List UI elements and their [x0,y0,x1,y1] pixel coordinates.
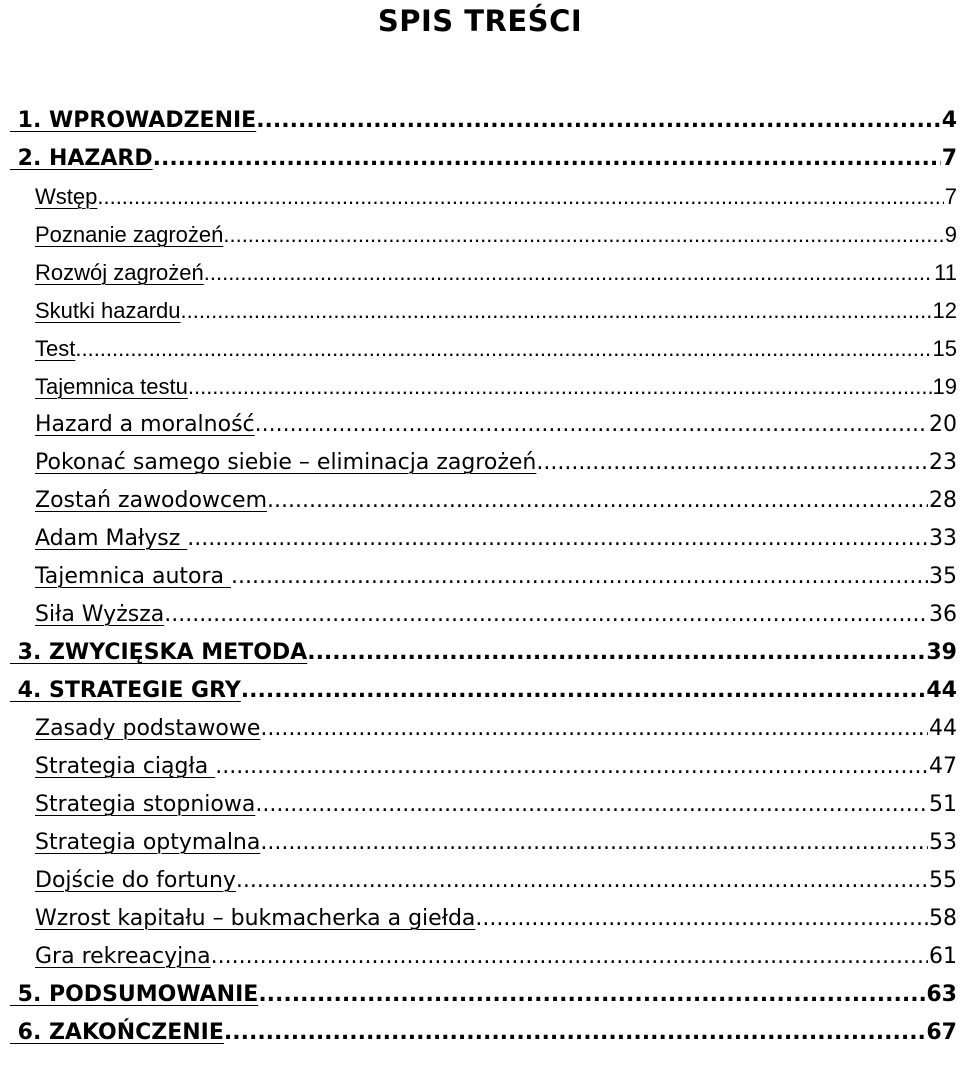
toc-entry-label[interactable]: Strategia optymalna [35,830,261,855]
toc-dot-leader [187,525,928,555]
toc-page-number: 55 [929,868,957,893]
toc-entry-label[interactable]: 5. PODSUMOWANIE [10,982,259,1007]
toc-entry-label[interactable]: 2. HAZARD [10,146,153,171]
toc-page-number: 20 [929,412,957,437]
toc-dot-leader [267,487,928,517]
toc-dot-leader [224,1019,925,1049]
toc-dot-leader [204,259,933,289]
toc-dot-leader [188,373,932,403]
toc-entry-tajemnica-autora[interactable] [35,555,957,593]
toc-page-number: 44 [929,716,957,741]
toc-dot-leader [258,981,925,1011]
toc-page-number: 19 [932,374,957,399]
toc-page-number: 7 [941,146,957,171]
toc-dot-leader [255,411,928,441]
toc-page-number: 47 [929,754,957,779]
toc-dot-leader [223,221,943,251]
toc-entry-label[interactable]: Wzrost kapitału – bukmacherka a giełda [35,906,476,931]
toc-dot-leader [164,601,928,631]
toc-dot-leader [260,829,928,859]
toc-page-number: 44 [926,678,957,703]
toc-dot-leader [255,791,928,821]
toc-entry-label[interactable]: Strategia stopniowa [35,792,256,817]
toc-dot-leader [181,297,932,327]
toc-entry-zakonczenie[interactable] [10,1011,957,1049]
toc-page-number: 67 [926,1020,957,1045]
toc-dot-leader [97,183,943,213]
toc-page-number: 36 [929,602,957,627]
toc-entry-wprowadzenie[interactable] [10,99,957,137]
toc-page-number: 28 [929,488,957,513]
toc-entry-label[interactable]: Gra rekreacyjna [35,944,211,969]
toc-dot-leader [260,715,928,745]
toc-dot-leader [231,563,928,593]
toc-entry-hazard[interactable] [10,137,957,175]
toc-page-number: 9 [944,222,957,247]
toc-page-number: 39 [926,640,957,665]
toc-entry-zwycieska-metoda[interactable] [10,631,957,669]
toc-entry-gra-rekreacyjna[interactable] [35,935,957,973]
toc-entry-label[interactable]: 3. ZWYCIĘSKA METODA [10,640,308,665]
toc-entry-label[interactable]: Rozwój zagrożeń [35,260,204,285]
toc-entry-dojscie-do-fortuny[interactable] [35,859,957,897]
toc-entry-zostan-zawodowcem[interactable] [35,479,957,517]
toc-entry-label[interactable]: Wstęp [35,184,98,209]
toc-entry-label[interactable]: 1. WPROWADZENIE [10,108,257,133]
toc-entry-label[interactable]: Dojście do fortuny [35,868,236,893]
toc-entry-label[interactable]: 6. ZAKOŃCZENIE [10,1020,224,1045]
toc-entry-wstep[interactable] [35,175,957,213]
toc-page-number: 11 [934,260,957,285]
toc-entry-label[interactable]: Siła Wyższa [35,602,165,627]
toc-dot-leader [536,449,928,479]
toc-entry-strategie-gry[interactable] [10,669,957,707]
toc-entry-podsumowanie[interactable] [10,973,957,1011]
toc-entry-skutki-hazardu[interactable] [35,289,957,327]
toc-entry-label[interactable]: Zasady podstawowe [35,716,261,741]
toc-entry-hazard-a-moralnosc[interactable] [35,403,957,441]
toc-dot-leader [153,145,941,175]
toc-page-number: 35 [929,564,957,589]
toc-page-number: 33 [929,526,957,551]
toc-entry-test[interactable] [35,327,957,365]
toc-entry-strategia-optymalna[interactable] [35,821,957,859]
toc-entry-label[interactable]: Zostań zawodowcem [35,488,267,513]
toc-entry-adam-malysz[interactable] [35,517,957,555]
toc-entry-label[interactable]: Poznanie zagrożeń [35,222,224,247]
toc-entry-label[interactable]: Tajemnica testu [35,374,188,399]
toc-entry-tajemnica-testu[interactable] [35,365,957,403]
toc-entry-label[interactable]: Strategia ciągła [35,754,216,779]
toc-entry-strategia-ciagla[interactable] [35,745,957,783]
page-title: SPIS TREŚCI [377,4,583,38]
toc-page-number: 61 [929,944,957,969]
toc-dot-leader [256,107,940,137]
toc-entry-rozwoj-zagrozen[interactable] [35,251,957,289]
toc-page-number: 53 [929,830,957,855]
toc-entry-label[interactable]: Tajemnica autora [35,564,232,589]
toc-entry-sila-wyzsza[interactable] [35,593,957,631]
toc-dot-leader [75,335,931,365]
toc-entry-pokonac-samego-siebie[interactable] [35,441,957,479]
toc-entry-label[interactable]: Pokonać samego siebie – eliminacja zagrożeń [35,450,537,475]
toc-entry-label[interactable]: Hazard a moralność [35,412,255,437]
toc-page-number: 58 [929,906,957,931]
toc-page-number: 12 [932,298,957,323]
toc-entry-poznanie-zagrozen[interactable] [35,213,957,251]
toc-page-number: 4 [941,108,957,133]
toc-entry-label[interactable]: Adam Małysz [35,526,188,551]
toc-dot-leader [307,639,925,669]
toc-entry-label[interactable]: 4. STRATEGIE GRY [10,678,241,703]
toc-entry-wzrost-kapitalu[interactable] [35,897,957,935]
toc-page-number: 15 [932,336,957,361]
toc-page-number: 51 [929,792,957,817]
toc-page-number: 7 [944,184,957,209]
toc-entry-label[interactable]: Skutki hazardu [35,298,181,323]
toc-entry-label[interactable]: Test [35,336,76,361]
toc-dot-leader [475,905,928,935]
toc-entry-zasady-podstawowe[interactable] [35,707,957,745]
toc-page-number: 63 [926,982,957,1007]
toc-dot-leader [211,943,928,973]
toc-page-number: 23 [929,450,957,475]
toc-dot-leader [236,867,928,897]
toc-dot-leader [241,677,926,707]
toc-dot-leader [215,753,928,783]
toc-entry-strategia-stopniowa[interactable] [35,783,957,821]
